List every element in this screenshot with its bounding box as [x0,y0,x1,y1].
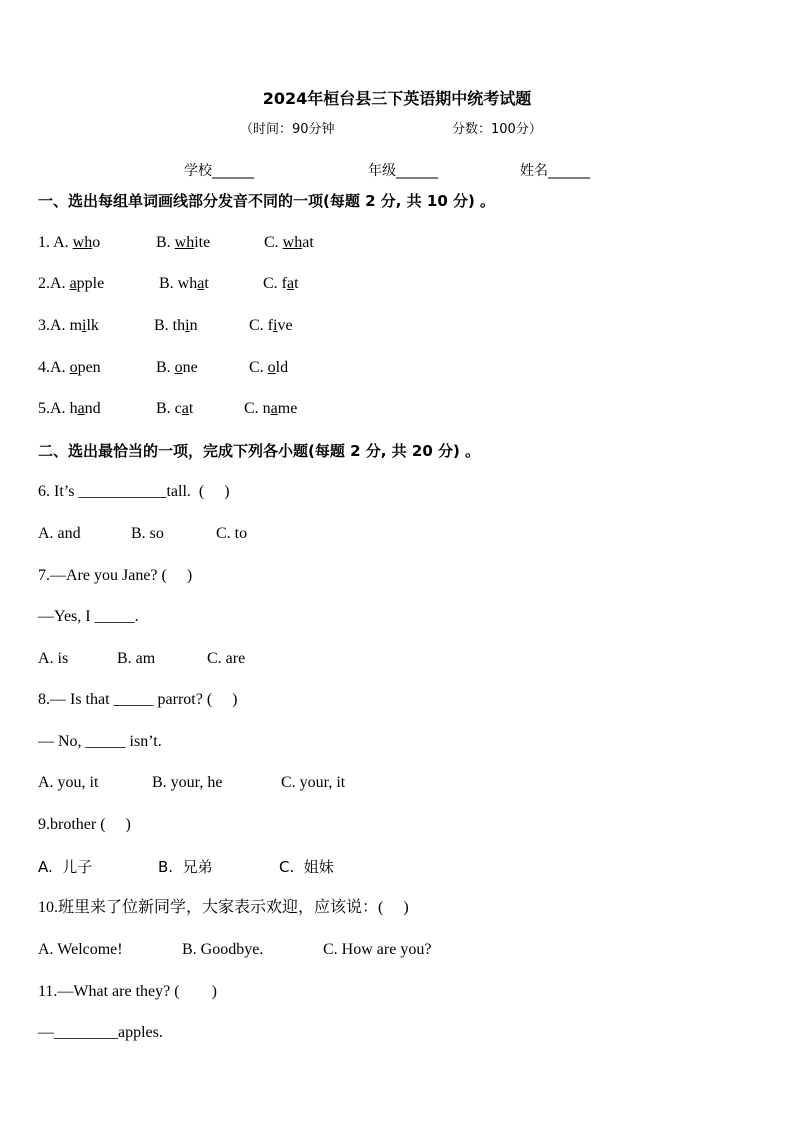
q7-option-b: B. am [117,650,156,667]
q4-option-c: C. old [249,359,289,376]
question-3 [38,315,293,337]
score-info: 分数：100分） [452,122,542,137]
q4-option-b: B. one [156,359,198,376]
question-2 [38,273,299,295]
question-8-stem: 8.— Is that _____ parrot? ( ) [38,691,238,708]
question-5 [38,398,298,420]
question-7-reply: —Yes, I _____. [38,608,139,625]
time-info: （时间：90分钟 [240,122,335,137]
q6-option-a: A. and [38,525,81,542]
question-9-stem: 9.brother ( ) [38,816,131,833]
question-8-options [38,772,346,794]
section-2-title: 二、选出最恰当的一项，完成下列各小题(每题 2 分, 共 20 分) 。 [38,442,481,460]
question-10-options [38,939,432,961]
question-8-reply: — No, _____ isn’t. [38,733,162,750]
q7-option-a: A. is [38,650,69,667]
question-11-reply: —________apples. [38,1024,163,1041]
question-4 [38,357,289,379]
q1-option-a: 1. A. who [38,234,101,251]
q8-option-c: C. your, it [281,774,346,791]
question-9-options [38,856,334,878]
q2-option-a: 2.A. apple [38,275,105,292]
grade-field: 年级______ [368,163,438,179]
q7-option-c: C. are [207,650,246,667]
question-7-stem: 7.—Are you Jane? ( ) [38,567,193,584]
q6-option-c: C. to [216,525,248,542]
q3-option-b: B. thin [154,317,198,334]
question-11-stem: 11.—What are they? ( ) [38,983,217,1000]
q10-option-b: B. Goodbye. [182,941,264,958]
q8-option-b: B. your, he [152,774,223,791]
school-field: 学校______ [184,163,254,179]
q1-option-b: B. white [156,234,211,251]
q9-option-c: C. 姐妹 [279,858,334,876]
page-title: 2024年桓台县三下英语期中统考试题 [262,89,532,108]
q5-option-a: 5.A. hand [38,400,101,417]
q8-option-a: A. you, it [38,774,99,791]
q10-option-a: A. Welcome! [38,941,123,958]
name-field: 姓名______ [520,163,590,179]
q9-option-a: A. 儿子 [38,858,93,876]
q5-option-b: B. cat [156,400,194,417]
question-10-stem: 10.班里来了位新同学，大家表示欢迎，应该说：( ) [38,899,409,916]
section-1-title: 一、选出每组单词画线部分发音不同的一项(每题 2 分, 共 10 分) 。 [38,192,496,210]
q2-option-b: B. what [159,275,209,292]
q5-option-c: C. name [244,400,298,417]
q1-option-c: C. what [264,234,314,251]
question-6-options [38,523,248,545]
q10-option-c: C. How are you? [323,941,432,958]
question-7-options [38,648,246,670]
q3-option-c: C. five [249,317,293,334]
question-1 [38,232,314,254]
q3-option-a: 3.A. milk [38,317,99,334]
question-6-stem: 6. It’s ___________tall. ( ) [38,483,230,500]
q4-option-a: 4.A. open [38,359,101,376]
q9-option-b: B. 兄弟 [158,858,213,876]
q2-option-c: C. fat [263,275,299,292]
q6-option-b: B. so [131,525,164,542]
